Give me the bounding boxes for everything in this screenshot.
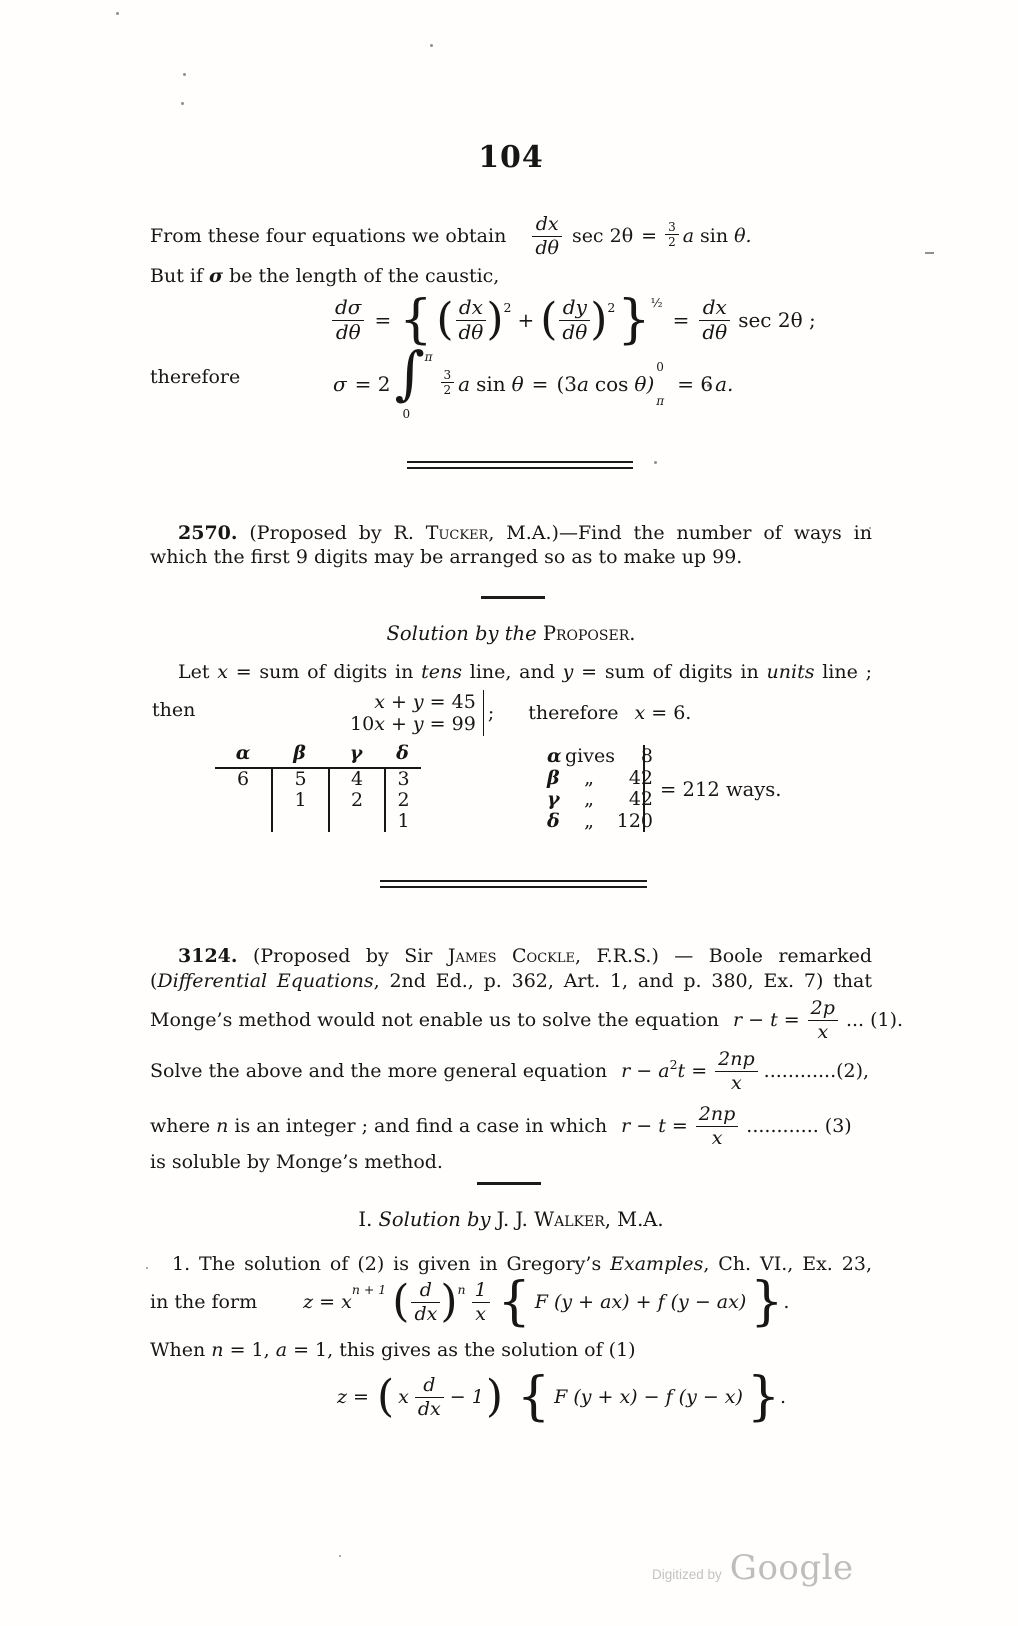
math-token: dx (456, 297, 487, 321)
fraction-dsigma-dtheta (332, 294, 364, 344)
integral-glyph: ∫ (394, 339, 425, 407)
heading-name: Proposer (542, 622, 630, 645)
fraction-d-dx (415, 1375, 444, 1419)
math-token: x (374, 713, 385, 735)
math-token: + (517, 308, 535, 332)
table-cell (215, 811, 271, 832)
question-3124-line4 (150, 1047, 869, 1095)
math-token: x (475, 1302, 486, 1325)
text-run: . (629, 622, 636, 645)
math-token: n (211, 1339, 224, 1361)
math-token: = 99 (423, 713, 476, 735)
text-run: 1. The solution of (2) is given in Gregory’s (172, 1253, 611, 1275)
word-then: then (152, 699, 196, 721)
table-cell (215, 790, 271, 811)
left-paren: ( (436, 294, 454, 345)
exponent: 2 (503, 299, 512, 315)
evaluation-limits (654, 360, 669, 408)
math-token: . (783, 1291, 790, 1313)
tally-count: 42 (628, 788, 653, 810)
math-token: x (711, 1126, 723, 1149)
text-run (150, 1115, 607, 1137)
equation-stack (350, 691, 476, 735)
math-token: dx (417, 1397, 441, 1420)
text-run: , Ch. VI., Ex. 23, (703, 1253, 872, 1275)
scan-speck (339, 1555, 341, 1557)
table-cell: 2 (384, 790, 421, 811)
equation-ref: ............(2), (763, 1060, 870, 1082)
math-token: sec 2θ ; (738, 308, 816, 332)
right-paren: ) (440, 1276, 458, 1327)
math-token: d (415, 1375, 444, 1398)
math-token: x (634, 702, 646, 724)
math-token: − 1 (449, 1386, 484, 1408)
math-token: y (412, 713, 424, 735)
math-token: d (411, 1280, 440, 1303)
math-token: x (817, 1020, 829, 1043)
text-run: When (150, 1339, 212, 1361)
right-paren: ) (485, 1371, 503, 1422)
exponent: 2 (607, 299, 616, 315)
math-token: x (217, 661, 228, 683)
conclusion (634, 702, 691, 724)
upper-limit: 0 (656, 360, 664, 374)
fraction-2np-x (715, 1049, 758, 1093)
math-token: dx (699, 297, 730, 321)
table-cell: 1 (384, 811, 421, 832)
text-run: (Proposed by R. (249, 522, 414, 544)
question-number: 3124. (178, 945, 238, 967)
fraction-d-dx (411, 1280, 440, 1324)
text-run: = sum of digits in (227, 661, 422, 683)
math-token: cos (594, 372, 629, 396)
math-token: sin (700, 225, 729, 247)
question-3124-line6: is soluble by Monge’s method. (150, 1151, 443, 1173)
tally-ditto: „ (584, 809, 594, 832)
math-token: θ) (634, 372, 655, 396)
text-run: , M.A.)—Find the number of ways in (488, 522, 872, 544)
equation-sigma-integral (333, 339, 734, 421)
math-token: a (682, 225, 695, 247)
equation-system (350, 690, 691, 736)
tally-bar (643, 745, 645, 832)
math-token: 2p (808, 998, 838, 1021)
math-token: 3 (665, 221, 679, 235)
math-token: r − t = (621, 1115, 688, 1137)
math-token: a (458, 372, 471, 396)
math-token: dθ (335, 319, 361, 344)
book-title: Differential Equations (157, 970, 374, 992)
exponent: n (457, 1281, 466, 1297)
question-2570-line2: which the first 9 digits may be arranged so as to make up 99. (150, 546, 743, 568)
math-token: dθ (702, 319, 728, 344)
fraction-three-halves (665, 221, 679, 248)
math-token: dx (414, 1302, 438, 1325)
table-header-row (215, 742, 421, 767)
integral-sign (393, 339, 433, 421)
math-token: dx (532, 214, 562, 237)
equation-line (350, 713, 476, 735)
math-token: . (780, 1386, 787, 1408)
math-token: 3 (441, 369, 455, 383)
text-run: in the form (150, 1291, 258, 1313)
fraction-dx-dtheta (456, 294, 487, 344)
exponent: 2 (669, 1057, 678, 1072)
table-header-cell: α (235, 742, 251, 764)
right-brace: } (746, 1367, 781, 1427)
text-run: From these four equations we obtain (150, 225, 507, 247)
fraction-three-halves (441, 369, 455, 396)
math-token: x + y (374, 691, 424, 713)
tally-table (547, 745, 653, 831)
tally-ditto: „ (584, 788, 594, 810)
question-number: 2570. (178, 522, 238, 544)
scan-speck (925, 252, 934, 254)
section-divider-double (407, 461, 633, 469)
fraction-2np-x (696, 1104, 739, 1148)
proposer-name: Tucker (425, 522, 489, 544)
fraction-dx-dtheta (532, 214, 562, 258)
heading-numeral: I. (358, 1208, 373, 1231)
text-run: line ; (814, 661, 873, 683)
text-run: is an integer ; and find a case in which (228, 1115, 608, 1137)
exponent: n + 1 (351, 1281, 387, 1297)
math-token: 2 (443, 383, 452, 397)
left-paren: ( (540, 294, 558, 345)
tally-ditto: „ (584, 766, 594, 789)
tally-letter: δ (547, 809, 560, 832)
question-2570-line1 (150, 521, 872, 545)
fraction-dx-dtheta (699, 294, 730, 344)
table-cell: 4 (328, 769, 384, 790)
fraction-dy-dtheta (559, 294, 590, 344)
math-token: ; (487, 702, 495, 724)
tally-count: 8 (640, 745, 653, 767)
math-token: n (216, 1115, 229, 1137)
question-3124-line1 (150, 944, 872, 969)
solution-3124-heading (150, 1208, 872, 1231)
math-token: dy (559, 297, 590, 321)
text-run: tens (421, 661, 462, 683)
scan-speck (430, 44, 433, 47)
text-run: = 1, this gives as the solution of (1) (287, 1339, 636, 1361)
scan-speck (181, 102, 184, 105)
math-token: dθ (458, 319, 484, 344)
math-token: x (731, 1071, 742, 1094)
table-cell (328, 811, 384, 832)
left-paren: ( (392, 1276, 410, 1327)
system-bar (483, 690, 484, 736)
math-token: r − t = (732, 1009, 800, 1031)
math-token: = 45 (423, 691, 476, 713)
text-run: Let (178, 661, 218, 683)
math-token: = (531, 372, 549, 396)
math-token: sec 2θ (571, 225, 634, 247)
math-token: r − a (621, 1060, 670, 1082)
question-2570 (150, 521, 872, 569)
solution-divider (477, 1182, 541, 1185)
paragraph-caustic-2 (150, 264, 872, 288)
math-token: 2np (696, 1104, 739, 1127)
question-3124 (150, 944, 872, 994)
math-token: z = x (303, 1291, 352, 1313)
text-run: , 2nd Ed., p. 362, Art. 1, and p. 380, Ex. 7) that (373, 970, 872, 992)
math-token: a (576, 372, 589, 396)
math-token: = 6. (645, 702, 692, 724)
left-brace: { (517, 1367, 551, 1427)
right-brace: } (750, 1272, 784, 1332)
table-header-cell: γ (349, 742, 363, 764)
table-header-cell: β (293, 742, 306, 764)
math-token: 2np (715, 1049, 758, 1072)
text-run: , M.A. (604, 1208, 664, 1231)
exponent-half: ½ (650, 294, 663, 310)
integral-upper-limit: π (424, 350, 433, 364)
text-run: (Proposed by Sir (252, 945, 433, 967)
table-cell (271, 811, 328, 832)
scan-speck (146, 1267, 148, 1269)
tally-count: 42 (628, 766, 653, 789)
right-paren: ) (486, 294, 504, 345)
scan-speck (183, 73, 186, 76)
math-token: t = (677, 1060, 708, 1082)
fraction-2p-x (808, 998, 838, 1042)
math-token: = (672, 308, 690, 332)
heading-italic: Solution by the (386, 622, 537, 645)
math-token: x (398, 1386, 409, 1408)
math-token: F (y + x) − f (y − x) (554, 1386, 743, 1408)
math-token: = 6 (677, 372, 714, 396)
tally-count: 120 (616, 809, 653, 832)
arrangement-table (215, 742, 421, 832)
watermark-text: Digitized by (652, 1567, 722, 1582)
math-token: 2 (668, 235, 676, 249)
equation-ref: ... (1). (845, 1009, 904, 1031)
table-header-cell: δ (396, 742, 409, 764)
solution-2570-paragraph (150, 660, 872, 684)
math-token (621, 1057, 708, 1082)
left-brace: { (399, 290, 433, 350)
math-token: dθ (562, 319, 588, 344)
page-number: 104 (478, 140, 544, 175)
text-run: units (766, 661, 815, 683)
table-cell: 1 (271, 790, 328, 811)
math-token: + (384, 713, 413, 735)
question-3124-line3 (150, 996, 903, 1044)
right-brace: } (617, 290, 651, 350)
lower-limit: π (656, 394, 665, 408)
math-token: a. (715, 372, 734, 396)
question-3124-line5 (150, 1102, 852, 1150)
math-token: 1 (472, 1280, 490, 1303)
math-token: σ (209, 265, 224, 287)
math-token: σ (333, 372, 347, 396)
math-token: dσ (332, 297, 364, 321)
solution-3124-final-equation (337, 1367, 787, 1427)
tally-letter: γ (547, 788, 560, 810)
text-run: where (150, 1115, 217, 1137)
math-token: a (275, 1339, 288, 1361)
text-run: ( (150, 970, 158, 992)
text-run: Monge’s method would not enable us to solve the equation (150, 1009, 719, 1031)
text-run: J. J. (496, 1208, 528, 1231)
text-run: Solve the above and the more general equation (150, 1060, 608, 1082)
math-token: (3 (556, 372, 577, 396)
math-token: dθ (535, 236, 559, 259)
right-paren: ) (590, 294, 608, 345)
math-token: 10 (350, 713, 375, 735)
solution-3124-form-equation (150, 1272, 790, 1332)
word-therefore: therefore (150, 366, 241, 388)
book-title: Examples (610, 1253, 704, 1275)
scan-speck (116, 12, 119, 15)
text-run: line, and (461, 661, 563, 683)
word-therefore: therefore (528, 702, 619, 724)
text-run: , F.R.S.) — Boole remarked (574, 945, 873, 967)
math-token: = (374, 308, 392, 332)
table-cell: 5 (271, 769, 328, 790)
text-run: = 1, (223, 1339, 276, 1361)
tally-letter: β (547, 766, 560, 789)
math-token: = (641, 225, 658, 247)
heading-italic: Solution by (378, 1208, 491, 1231)
table-cell: 2 (328, 790, 384, 811)
watermark (652, 1548, 854, 1588)
text-run: = sum of digits in (573, 661, 767, 683)
left-paren: ( (376, 1371, 395, 1422)
solution-3124-paragraph2 (150, 1338, 872, 1362)
text-run: be the length of the caustic, (223, 265, 500, 287)
table-cell: 3 (384, 769, 421, 790)
table-body (215, 767, 421, 832)
fraction-1-x (472, 1280, 490, 1324)
proposer-name: James Cockle (447, 945, 575, 967)
solution-divider (481, 596, 545, 599)
solver-name: Walker (534, 1208, 605, 1231)
equation-line (350, 691, 476, 713)
left-brace: { (497, 1272, 531, 1332)
equation-ref: ............ (3) (746, 1115, 852, 1137)
tally-letter: α (547, 745, 562, 767)
table-cell: 6 (236, 768, 250, 790)
scan-speck (654, 461, 657, 464)
tally-result: = 212 ways. (660, 778, 782, 801)
math-token: θ (511, 372, 524, 396)
integral-lower-limit: 0 (402, 407, 411, 421)
solution-2570-heading (150, 622, 872, 645)
section-divider-double (380, 880, 647, 888)
google-logo: Google (729, 1548, 854, 1588)
math-token: z = (337, 1386, 369, 1408)
text-run: But if (150, 265, 210, 287)
math-token: θ. (734, 225, 752, 247)
math-token: F (y + ax) + f (y − ax) (534, 1291, 747, 1313)
paragraph-caustic-1 (150, 210, 752, 262)
math-token: sin (476, 372, 506, 396)
tally-word: gives (565, 745, 615, 767)
math-token: y (562, 661, 574, 683)
question-3124-line2 (150, 969, 872, 994)
math-token: = 2 (354, 372, 391, 396)
